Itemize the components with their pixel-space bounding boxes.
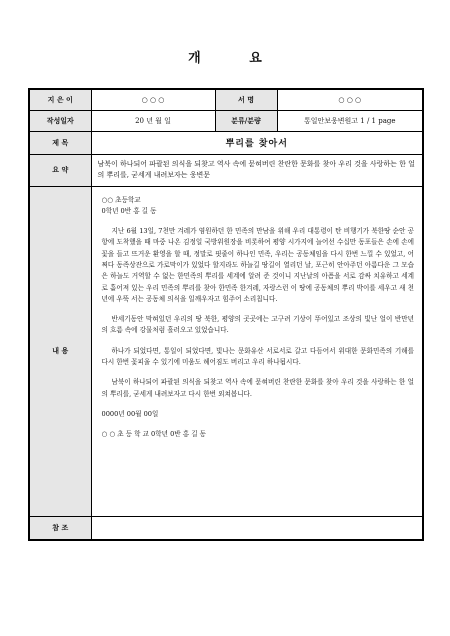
summary-row: [29, 154, 423, 186]
content-body: [91, 186, 423, 516]
subject-value: 뿌리를 찾아서: [91, 131, 423, 154]
school-line: ○○ 초등학교: [101, 195, 141, 204]
category-value: 통일안보웅변원고 1 / 1 page: [277, 110, 423, 131]
summary-label: 요 약: [29, 154, 91, 186]
paragraph-4: 남북이 하나되어 파괄된 의식을 되찾고 역사 속에 묻혀버린 찬란한 문화를 찾아 우리 것을 사랑하는 한 얼의 뿌리를, 굳세게 내려보자고 다시 한번 외쳐봅니다.: [101, 378, 414, 398]
author-row: [29, 89, 423, 110]
date-value: 20 년 월 일: [91, 110, 215, 131]
date-row: [29, 110, 423, 131]
paragraph-3: 하나가 되었다면, 통일이 되었다면, 빛나는 문화유산 서로서로 갈고 다듬어서 위대한 문화민족의 기해를 다시 한번 꽃피울 수 있기에 미움도 헤어짐도 버리고 우리 하나됩시다.: [101, 346, 414, 367]
category-label: 분류/분량: [215, 110, 277, 131]
reference-row: [29, 516, 423, 540]
subject-label: 제 목: [29, 131, 91, 154]
content-label: 내 용: [29, 186, 91, 516]
outline-form: [28, 88, 424, 541]
author-value: ○ ○ ○: [91, 89, 215, 110]
paragraph-1: 지난 6월 13일, 7천만 겨레가 염원하던 한 민족의 만남을 위해 우리 대통령이 탄 비행기가 북한땅 순안 공항에 도착했을 때 마중 나온 김정일 국방위원장을 비롯하여 평양 시가지에 늘어선 수십만 동포들은 손에 손에 꽃을 들고 뜨거운 환영을 할 때, 정말로 핏줄이 하나인 민족, 우리는 공동체임을 다시 한번 느낄 수 있었고, 어쩌다 동족상잔으로 가로막이가 있었다 할지라도 하늘길 땅길이 열리던 날, 포근히 안아주던 아름다운 그 모습은 하늘도 거역할 수 없는 한민족의 뿌리를 세계에 알려 준 것이니 지난날의 아픔을 서로 감싸 치유하고 세계로 흩어져 있는 우리 민족의 뿌리를 찾아 한민족 한겨레, 자랑스런 이 땅에 공동체의 뿌리 박이를 세우고 새 천년에 우뚝 서는 공동체 의식을 일깨우자고 힘주어 소리칩니다.: [101, 227, 414, 303]
summary-value: 남북이 하나되어 파괄된 의식을 되찾고 역사 속에 묻혀버린 찬란한 문화를 찾아 우리 것을 사랑하는 한 얼의 뿌리를, 굳세게 내려보자는 웅변문: [91, 154, 423, 186]
sign-line: ○ ○ 초 등 학 교 0학년 0반 홍 길 동: [101, 430, 207, 439]
reference-value: [91, 516, 423, 540]
paragraph-2: 반세기동안 막혀있던 우리의 땅 북한, 평양의 곳곳에는 고구려 기상이 뚜어있고 조상의 빛난 얼이 반만년의 흐름 속에 강물처럼 흘러오고 있었습니다.: [101, 315, 414, 335]
signature-label: 서 명: [215, 89, 277, 110]
date-line: 0000년 00월 00일: [101, 409, 159, 418]
student-line: 0학년 0반 홍 길 동: [101, 206, 157, 215]
date-label: 작성일자: [29, 110, 91, 131]
document-title: 개 요: [188, 51, 284, 66]
reference-label: 참 조: [29, 516, 91, 540]
author-label: 지 은 이: [29, 89, 91, 110]
signature-value: ○ ○ ○: [277, 89, 423, 110]
subject-row: [29, 131, 423, 154]
content-row: [29, 186, 423, 516]
